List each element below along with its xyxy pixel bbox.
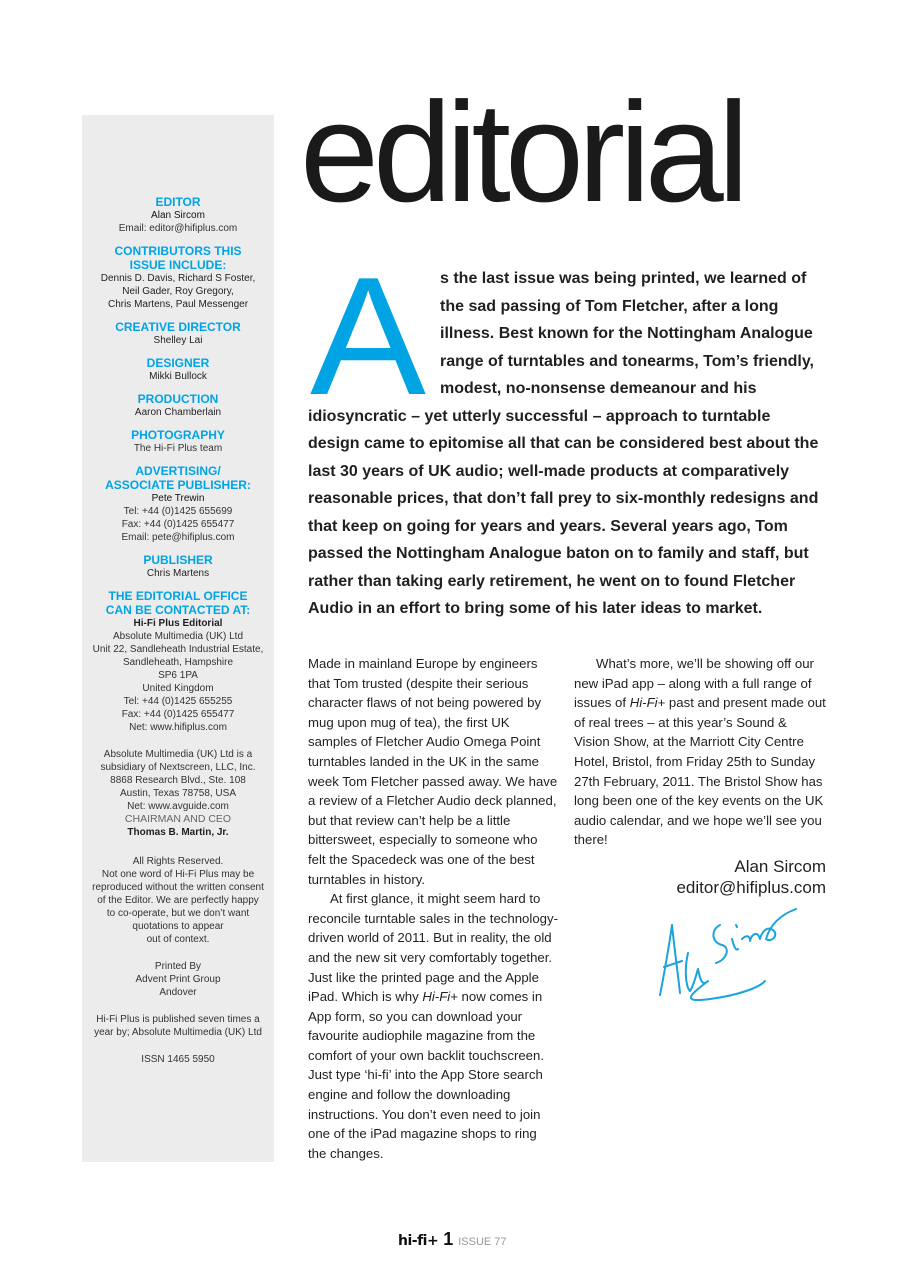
office-line: Sandleheath, Hampshire <box>122 657 234 668</box>
publisher-heading: PUBLISHER <box>143 553 213 567</box>
body-paragraph-2 <box>308 889 558 1163</box>
editor-name: Alan Sircom <box>151 210 205 221</box>
designer-heading: DESIGNER <box>146 356 210 370</box>
office-line: Tel: +44 (0)1425 655255 <box>123 696 233 707</box>
office-heading-2: CAN BE CONTACTED AT: <box>105 603 251 617</box>
advertising-fax: Fax: +44 (0)1425 655477 <box>121 519 235 530</box>
office-line: Unit 22, Sandleheath Industrial Estate, <box>92 644 264 655</box>
magazine-name: Hi-Fi+ <box>629 695 666 711</box>
designer-credit <box>82 356 274 383</box>
publication-line: Hi-Fi Plus is published seven times a <box>96 1014 260 1025</box>
production-name: Aaron Chamberlain <box>134 407 222 418</box>
company-line: Net: www.avguide.com <box>127 801 229 812</box>
company-line: Absolute Multimedia (UK) Ltd is a <box>103 749 253 760</box>
office-line: United Kingdom <box>142 683 214 694</box>
designer-name: Mikki Bullock <box>149 371 207 382</box>
office-line: Absolute Multimedia (UK) Ltd <box>112 631 244 642</box>
intro-paragraph: s the last issue was being printed, we learned of the sad passing of Tom Fletcher, after a long illness. Best known for the Nottingham Analogue range of turntables and tonearms, Tom’s friendly, modest, no-nonsense demeanour and his idiosyncratic – yet utterly successful – approach to turntable design came to epitomise all that can be considered best about the last 30 years of UK audio; well-made products at comparatively reasonable prices, that don’t fall prey to six-monthly redesigns and that keep on going for years and years. Several years ago, Tom passed the Nottingham Analogue baton on to family and staff, but rather than taking early retirement, he went on to found Fletcher Audio in an effort to bring some of his later ideas to market. <box>308 270 819 617</box>
office-line: Fax: +44 (0)1425 655477 <box>121 709 235 720</box>
company-info <box>82 748 274 839</box>
rights-line: All Rights Reserved. <box>132 856 224 867</box>
publisher-name: Chris Martens <box>146 568 210 579</box>
signature-name: Alan Sircom <box>734 856 826 876</box>
signature-email[interactable]: editor@hifiplus.com <box>676 877 826 897</box>
photography-credit <box>82 428 274 455</box>
page-title: editorial <box>300 73 744 232</box>
production-heading: PRODUCTION <box>137 392 219 406</box>
body-column-1 <box>308 654 558 1163</box>
contributors-heading-1: CONTRIBUTORS THIS <box>114 244 242 258</box>
rights-line: of the Editor. We are perfectly happy <box>97 895 259 906</box>
publisher-credit <box>82 553 274 580</box>
body-column-2 <box>574 654 826 898</box>
masthead-sidebar <box>82 115 274 1162</box>
company-line: 8868 Research Blvd., Ste. 108 <box>110 775 246 786</box>
advertising-heading-2: ASSOCIATE PUBLISHER: <box>105 478 251 492</box>
body-text: now comes in App form, so you can download your favourite audiophile magazine from the comfort of your own backlit touchscreen. Just type ‘hi-fi’ into the App Store search engine and follow the downloading instructions. You don’t even need to join one of the iPad magazine shops to ring the changes. <box>308 989 545 1161</box>
advertising-name: Pete Trewin <box>151 493 205 504</box>
rights-line: quotations to appear <box>132 921 224 932</box>
body-paragraph-1: Made in mainland Europe by engineers that Tom trusted (despite their serious character flaws of not being powered by mug upon mug of tea), the first UK samples of Fletcher Audio Omega Point turntables landed in the UK in the same week Tom Fletcher passed away. We have a review of a Fletcher Audio deck planned, but that review can’t help be a little bittersweet, especially to someone who felt the Spacedeck was one of the best turntables in history. <box>308 656 558 887</box>
body-paragraph-3 <box>574 654 826 850</box>
contributors-heading-2: ISSUE INCLUDE: <box>129 258 227 272</box>
contributors-credit <box>82 244 274 311</box>
office-line: SP6 1PA <box>158 670 198 681</box>
drop-cap-letter: A <box>310 266 426 396</box>
intro-text <box>308 265 823 623</box>
ceo-name: Thomas B. Martin, Jr. <box>127 827 229 838</box>
advertising-tel: Tel: +44 (0)1425 655699 <box>123 506 233 517</box>
body-text: past and present made out of real trees – at this year’s Sound & Vision Show, at the Marriott City Centre Hotel, Bristol, from Friday 25th to Sunday 27th February, 2011. The Bristol Show has long been one of the key events on the UK audio calendar, and we hope we’ll see you there! <box>574 695 826 848</box>
rights-line: reproduced without the written consent <box>92 882 264 893</box>
office-name: Hi-Fi Plus Editorial <box>133 618 223 629</box>
office-credit <box>82 589 274 734</box>
advertising-heading-1: ADVERTISING/ <box>135 464 221 478</box>
page-number: 1 <box>443 1229 454 1249</box>
printer-info <box>82 960 274 999</box>
issue-number: ISSUE 77 <box>458 1236 507 1248</box>
issn-info <box>82 1053 274 1066</box>
publication-line: year by; Absolute Multimedia (UK) Ltd <box>94 1027 262 1038</box>
editor-credit <box>82 195 274 235</box>
advertising-credit <box>82 464 274 544</box>
body-text: At first glance, it might seem hard to reconcile turntable sales in the technology-driven world of 2011. But in reality, the old and the new sit very comfortably together. Just like the printed page and the Apple iPad. Which is why <box>308 891 558 1005</box>
advertising-email: Email: pete@hifiplus.com <box>121 532 235 543</box>
contributors-line: Dennis D. Davis, Richard S Foster, <box>100 273 256 284</box>
body-text: What’s more, we’ll be showing off our new iPad app – along with a full range of issues of <box>574 656 814 711</box>
page-footer <box>398 1229 507 1250</box>
rights-line: Not one word of Hi-Fi Plus may be <box>101 869 255 880</box>
photography-name: The Hi-Fi Plus team <box>133 443 223 454</box>
issn: ISSN 1465 5950 <box>141 1054 215 1065</box>
company-line: subsidiary of Nextscreen, LLC, Inc. <box>100 762 256 773</box>
company-line: Austin, Texas 78758, USA <box>120 788 236 799</box>
production-credit <box>82 392 274 419</box>
creative-director-credit <box>82 320 274 347</box>
rights-line: out of context. <box>146 934 210 945</box>
creative-director-heading: CREATIVE DIRECTOR <box>115 320 241 334</box>
magazine-name: Hi-Fi+ <box>422 989 458 1005</box>
contributors-line: Chris Martens, Paul Messenger <box>107 299 249 310</box>
rights-notice <box>82 855 274 946</box>
contributors-line: Neil Gader, Roy Gregory, <box>122 286 234 297</box>
printer-line: Andover <box>159 987 197 998</box>
publication-info <box>82 1013 274 1039</box>
photography-heading: PHOTOGRAPHY <box>131 428 225 442</box>
printer-line: Printed By <box>154 961 202 972</box>
printer-line: Advent Print Group <box>135 974 221 985</box>
creative-director-name: Shelley Lai <box>153 335 203 346</box>
editor-heading: EDITOR <box>155 195 201 209</box>
drop-cap-space <box>308 265 440 400</box>
office-line: Net: www.hifiplus.com <box>129 722 227 733</box>
rights-line: to co-operate, but we don’t want <box>106 908 250 919</box>
handwritten-signature <box>650 895 800 1015</box>
ceo-role: CHAIRMAN AND CEO <box>124 813 232 825</box>
editor-email: Email: editor@hifiplus.com <box>118 223 238 234</box>
magazine-logo: hi-fi+ <box>398 1233 439 1249</box>
office-heading-1: THE EDITORIAL OFFICE <box>108 589 248 603</box>
